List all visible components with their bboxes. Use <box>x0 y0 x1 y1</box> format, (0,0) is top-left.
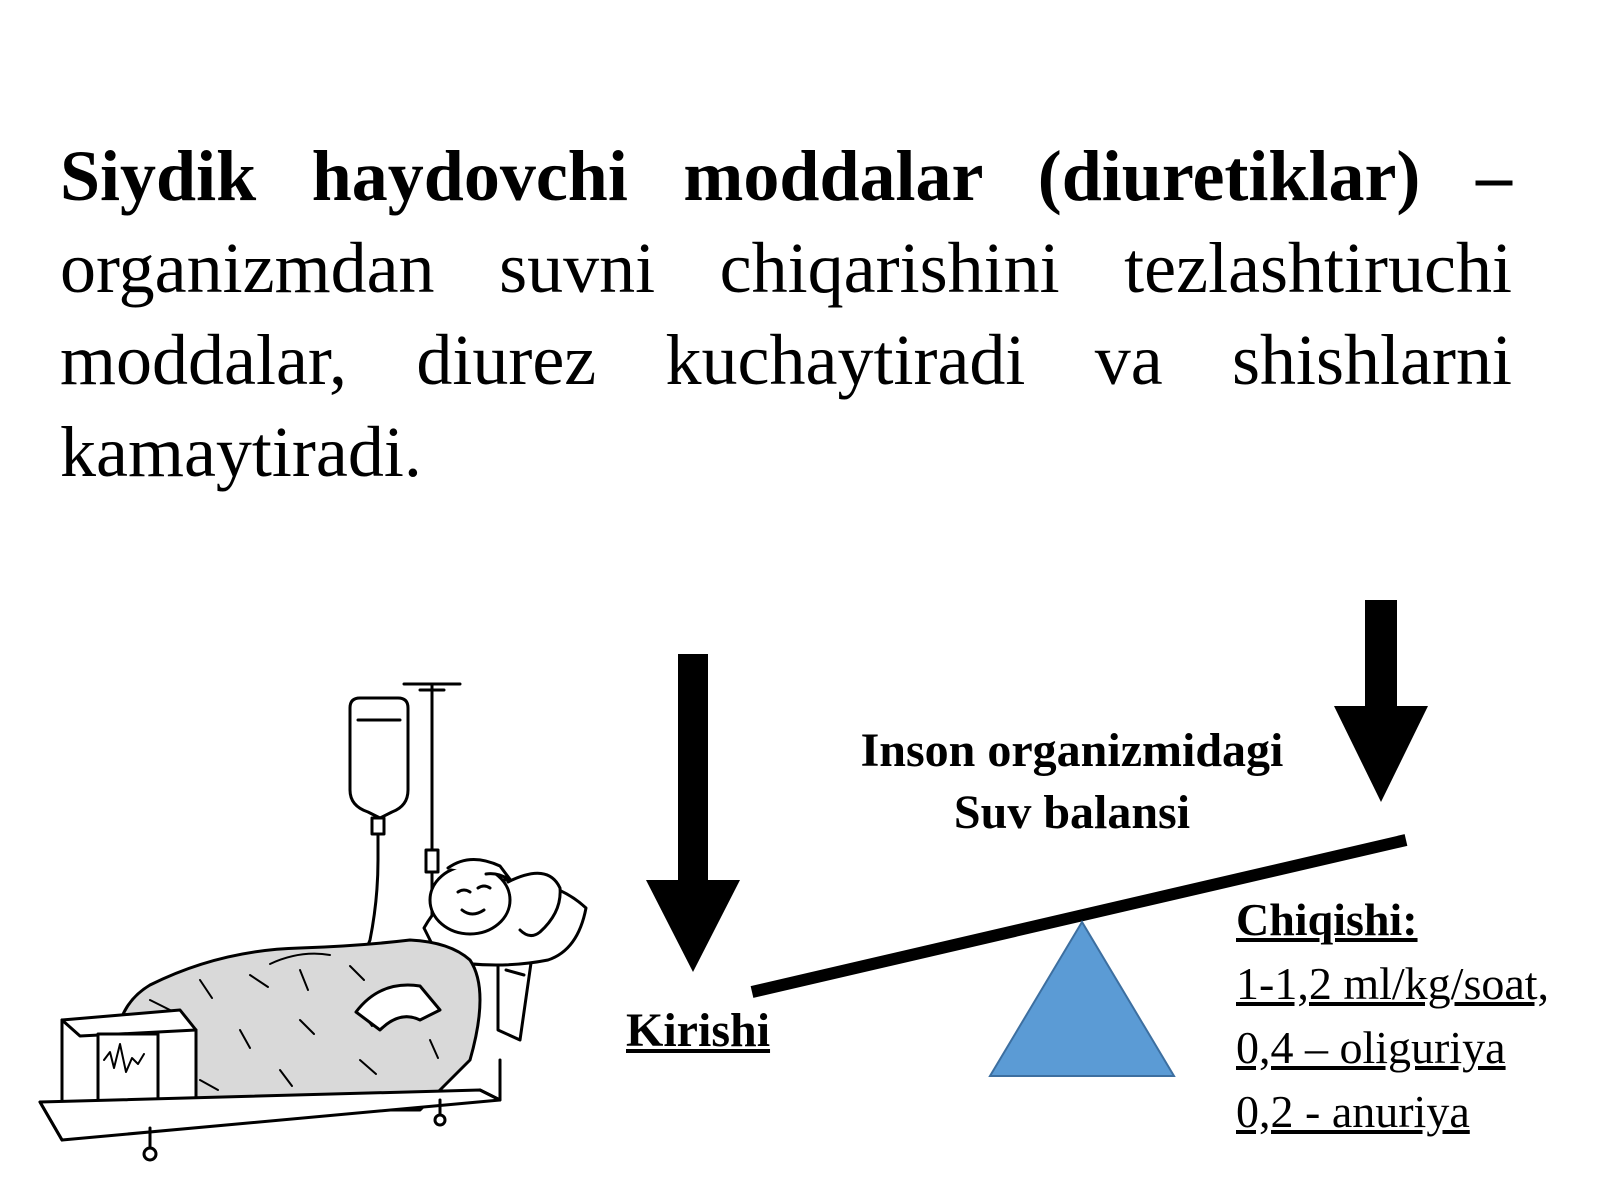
output-line: 1-1,2 ml/kg/soat, <box>1236 958 1550 1009</box>
balance-fulcrum <box>990 922 1174 1076</box>
output-block <box>1236 888 1596 1144</box>
output-line: 0,2 - anuriya <box>1236 1086 1470 1137</box>
output-heading: Chiqishi: <box>1236 894 1418 945</box>
balance-title <box>812 720 1332 844</box>
output-arrow-icon <box>1334 600 1428 802</box>
input-label: Kirishi <box>626 1004 771 1057</box>
output-line: 0,4 – oliguriya <box>1236 1022 1506 1073</box>
balance-title-line1: Inson organizmidagi <box>860 724 1284 777</box>
input-arrow-icon <box>646 654 740 972</box>
patient-in-bed-with-iv-drip-icon <box>40 684 586 1160</box>
balance-title-line2: Suv balansi <box>953 786 1191 839</box>
definition-term: Siydik haydovchi moddalar (diuretiklar) – <box>60 136 1512 216</box>
definition-body: organizmdan suvni chiqarishini tezlashtiruchi moddalar, diurez kuchaytiradi va shishlarni kamaytiradi. <box>60 228 1512 492</box>
